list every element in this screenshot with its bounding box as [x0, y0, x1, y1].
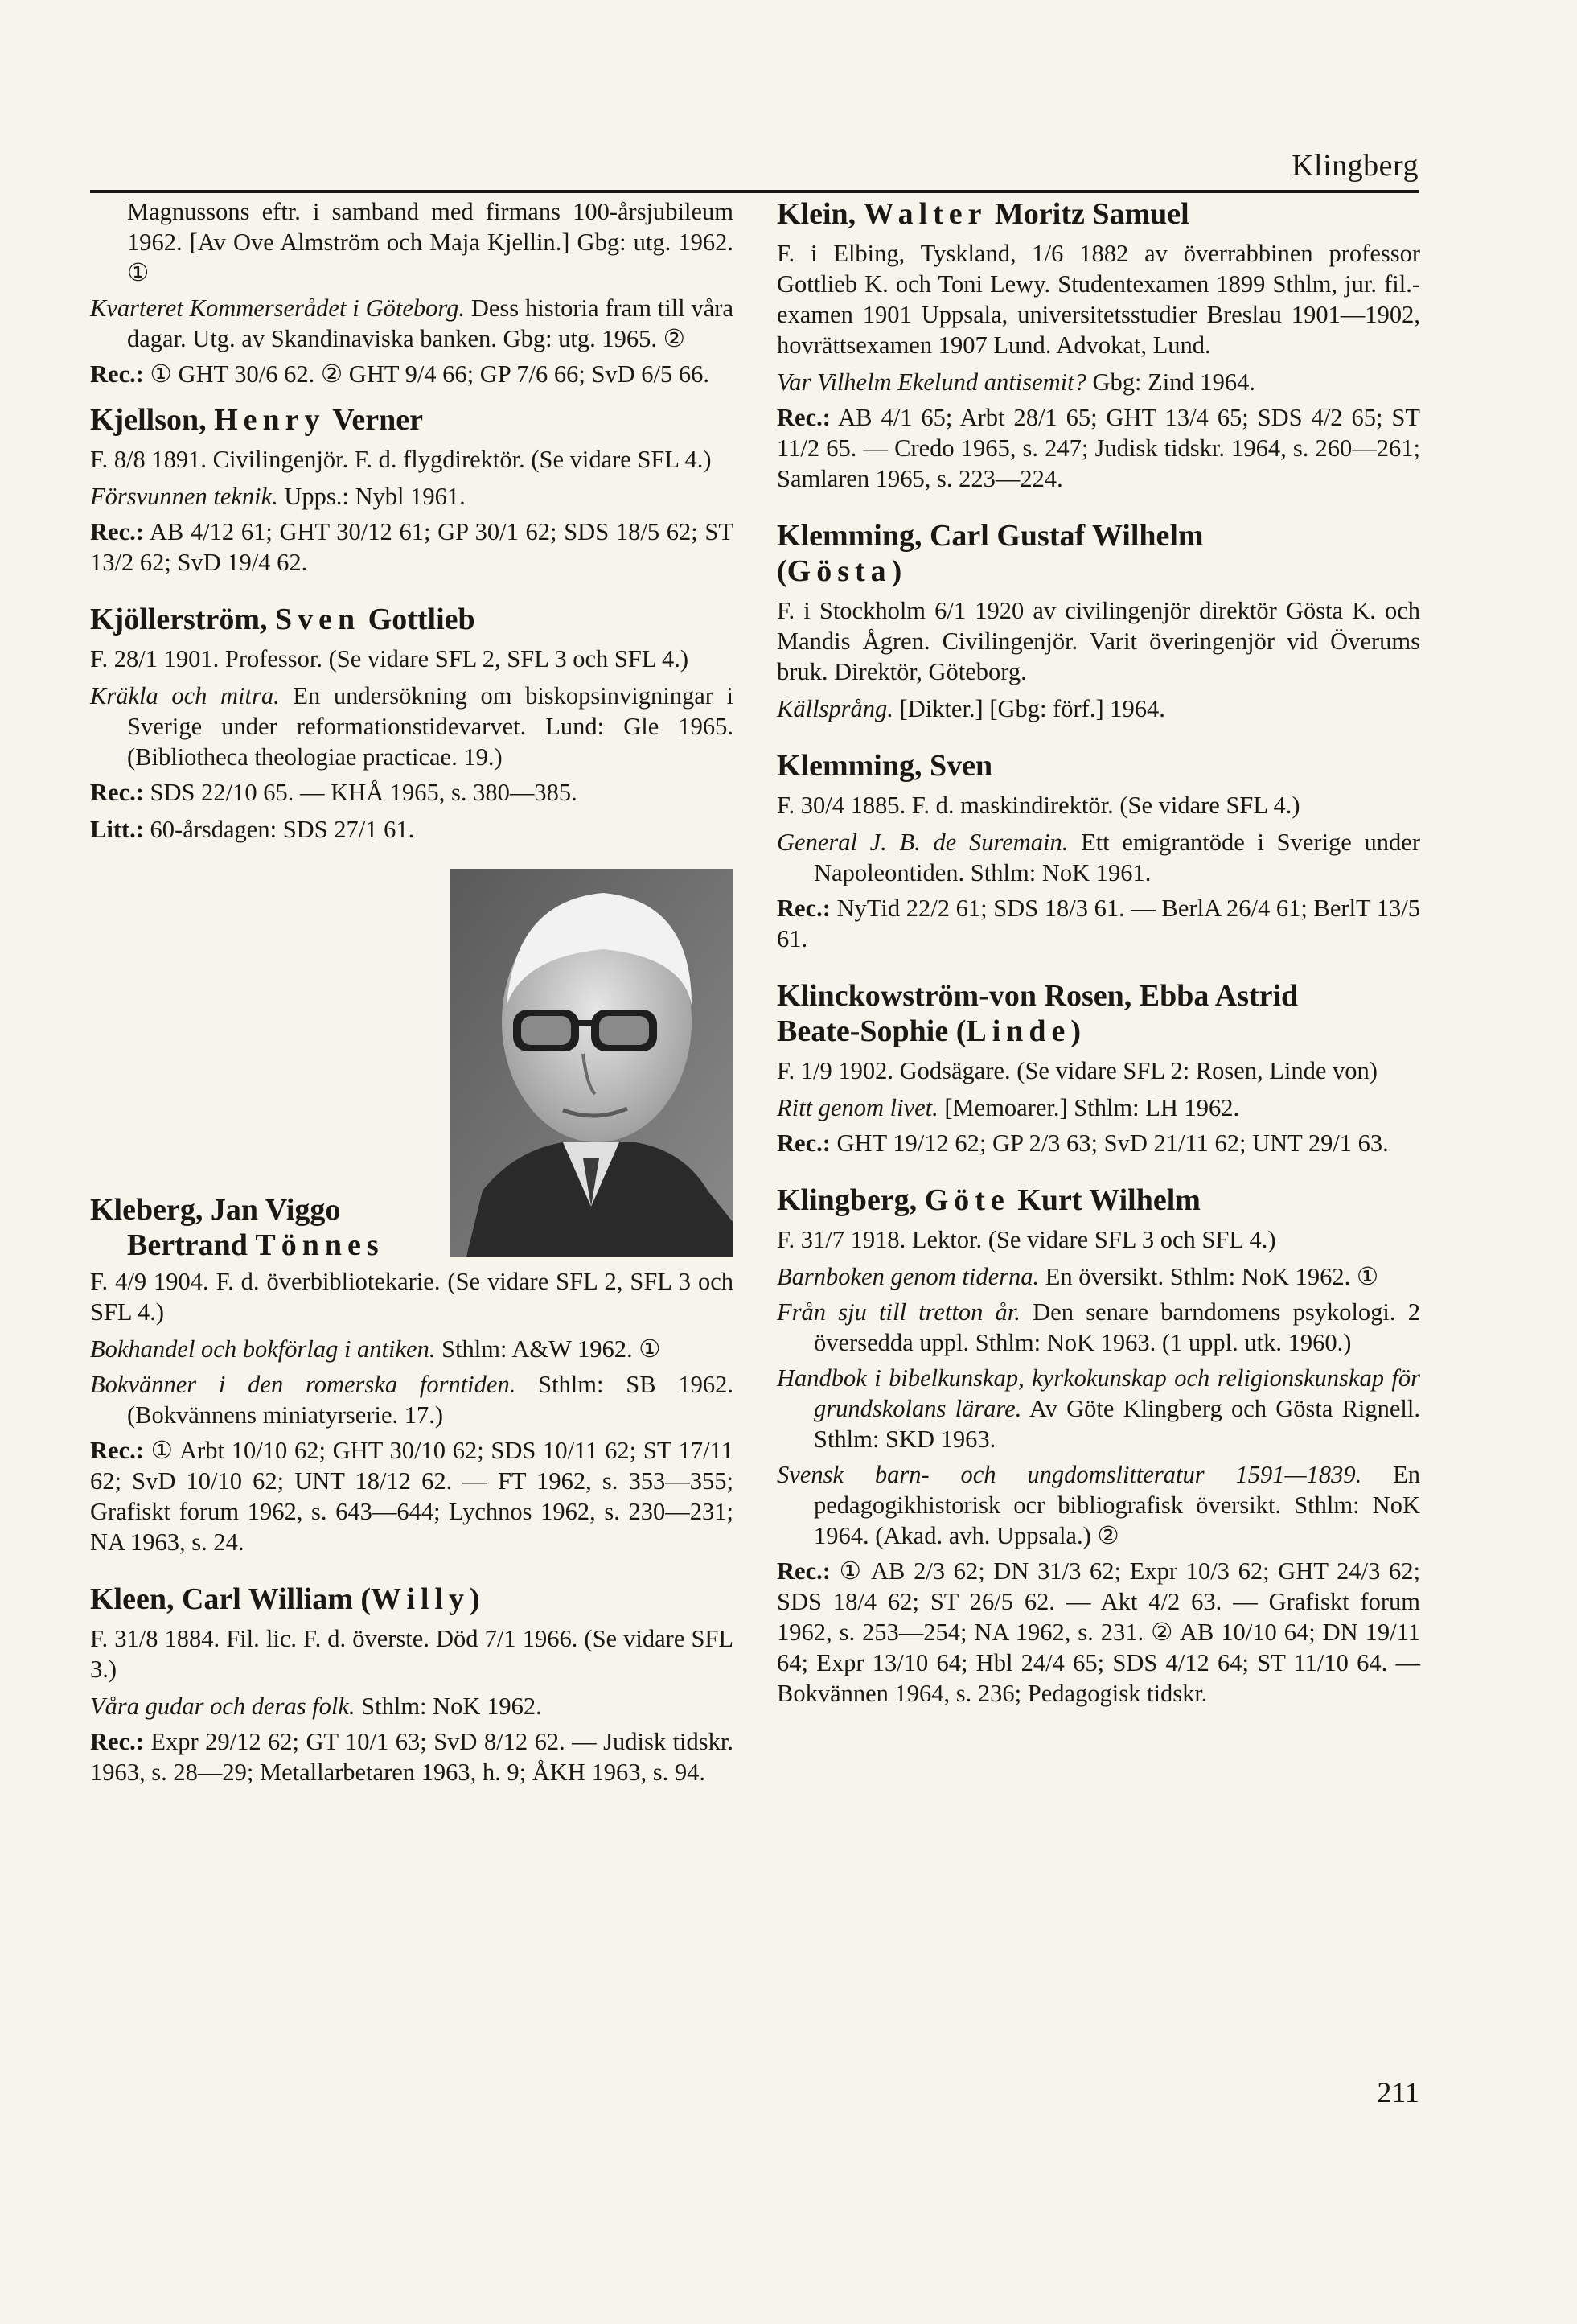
name-line-1: Klemming, Carl Gustaf Wilhelm: [777, 519, 1204, 553]
entry-name: [90, 402, 733, 438]
name-line-1: Klinckowström-von Rosen, Ebba Astrid: [777, 979, 1299, 1013]
rec-label: Rec.:: [777, 1129, 831, 1157]
work-details: Upps.: Nybl 1961.: [277, 483, 466, 510]
work-item: [777, 1261, 1420, 1292]
given-names: Kurt Wilhelm: [1009, 1183, 1201, 1217]
reviews: [90, 1726, 733, 1787]
name-suffix: ): [470, 1582, 480, 1616]
reviews: [777, 1128, 1420, 1158]
work-title: Var Vilhelm Ekelund antisemit?: [777, 368, 1086, 396]
work-item: [777, 1459, 1420, 1551]
call-name: Sven: [275, 603, 361, 636]
page-number: 211: [1377, 2076, 1419, 2108]
rec-label: Rec.:: [90, 360, 144, 388]
work-details: [Memoarer.] Sthlm: LH 1962.: [938, 1094, 1240, 1121]
biography: F. 8/8 1891. Civilingenjör. F. d. flygdirektör. (Se vidare SFL 4.): [90, 446, 712, 473]
paren-close: ): [891, 554, 902, 588]
entry-kleen: [90, 1582, 733, 1787]
entry-kjollerstrom: [90, 602, 733, 845]
biography: F. 28/1 1901. Professor. (Se vidare SFL 2, SFL 3 och SFL 4.): [90, 645, 688, 673]
biography: F. i Stockholm 6/1 1920 av civilingenjör direktör Gösta K. och Mandis Ågren. Civilingenjör. Varit överingenjör vid Överums bruk. Direktör, Göteborg.: [777, 597, 1420, 685]
work-item: [777, 1297, 1420, 1358]
work-details: Sthlm: SB 1962. (Bokvännens miniatyrserie. 17.): [127, 1371, 733, 1429]
work-details: Gbg: Zind 1964.: [1086, 368, 1255, 396]
reviews: [777, 1556, 1420, 1709]
entry-continuation: [90, 196, 733, 389]
entry-name: [90, 1582, 733, 1617]
work-title: Bokvänner i den romerska forntiden.: [90, 1371, 516, 1398]
work-title: Bokhandel och bokförlag i antiken.: [90, 1335, 436, 1363]
work-item: [777, 367, 1420, 397]
kleberg-photo-block: [90, 869, 733, 1262]
reviews-text: AB 4/12 61; GHT 30/12 61; GP 30/1 62; SDS 18/5 62; ST 13/2 62; SvD 19/4 62.: [90, 518, 733, 576]
biography: F. 31/8 1884. Fil. lic. F. d. överste. Död 7/1 1966. (Se vidare SFL 3.): [90, 1625, 733, 1683]
entry-kleberg: [90, 1266, 733, 1557]
reviews-text: SDS 22/10 65. — KHÅ 1965, s. 380—385.: [143, 779, 577, 806]
call-name: Göte: [924, 1183, 1010, 1217]
reviews: [90, 777, 733, 808]
work-details: Den senare barndomens psykologi. 2 översedda uppl. Sthlm: NoK 1963. (1 uppl. utk. 1960.): [814, 1298, 1420, 1356]
name-line-1: Kleberg, Jan Viggo: [90, 1193, 341, 1227]
work-title: Kräkla och mitra.: [90, 682, 280, 710]
work-details: [Dikter.] [Gbg: förf.] 1964.: [893, 695, 1165, 722]
work-item: [90, 681, 733, 772]
work-details: Sthlm: NoK 1962.: [355, 1693, 542, 1720]
entry-name: [90, 602, 733, 637]
page-header: [90, 138, 1419, 193]
biography: F. 1/9 1902. Godsägare. (Se vidare SFL 2: Rosen, Linde von): [777, 1057, 1378, 1084]
left-column: [90, 196, 733, 1812]
biography: F. i Elbing, Tyskland, 1/6 1882 av överrabbinen professor Gottlieb K. och Toni Lewy. Studentexamen 1899 Sthlm, jur. fil.-examen 1901 Uppsala, universitetsstudier Breslau 1901—1902, hovrättsexamen 1907 Lund. Advokat, Lund.: [777, 240, 1420, 359]
reviews: [90, 516, 733, 578]
rec-label: Rec.:: [777, 1557, 831, 1585]
call-name: Tönnes: [255, 1228, 384, 1262]
name-line-2: [90, 1228, 444, 1263]
entry-klingberg: [777, 1183, 1420, 1709]
work-details: Ett emigrantöde i Sverige under Napoleontiden. Sthlm: NoK 1961.: [814, 829, 1420, 886]
call-name: Walter: [863, 197, 988, 231]
work-item: [777, 1092, 1420, 1123]
work-details: En undersökning om biskopsinvigningar i Sverige under reformationstidevarvet. Lund: Gle 1965. (Bibliotheca theologiae practicae. 19.): [127, 682, 733, 771]
reviews-text: Expr 29/12 62; GT 10/1 63; SvD 8/12 62. — Judisk tidskr. 1963, s. 28—29; Metallarbetaren 1963, h. 9; ÅKH 1963, s. 94.: [90, 1728, 733, 1786]
entry-klein: [777, 196, 1420, 494]
reviews: [90, 1435, 733, 1557]
given-names: Moritz Samuel: [987, 197, 1189, 231]
given-names: Beate-Sophie (: [777, 1014, 967, 1048]
work-title: Våra gudar och deras folk.: [90, 1693, 355, 1720]
entry-klinckowstrom: [777, 978, 1420, 1158]
given-names: Gottlieb: [360, 603, 475, 636]
running-head: Klingberg: [1292, 149, 1419, 183]
reviews-text: AB 4/1 65; Arbt 28/1 65; GHT 13/4 65; SDS 4/2 65; ST 11/2 65. — Credo 1965, s. 247; Judisk tidskr. 1964, s. 260—261; Samlaren 1965, s. 223—224.: [777, 404, 1420, 492]
name-line-2: [777, 1014, 1420, 1049]
rec-label: Rec.:: [777, 895, 831, 922]
rec-label: Rec.:: [90, 1728, 144, 1755]
biography: F. 30/4 1885. F. d. maskindirektör. (Se vidare SFL 4.): [777, 792, 1300, 819]
surname: Klein,: [777, 197, 864, 231]
surname: Kjellson,: [90, 403, 215, 437]
rec-label: Rec.:: [90, 1437, 144, 1464]
call-name: Linde: [966, 1014, 1071, 1048]
biography: F. 4/9 1904. F. d. överbibliotekarie. (Se vidare SFL 2, SFL 3 och SFL 4.): [90, 1268, 733, 1326]
rec-label: Rec.:: [90, 518, 144, 545]
reviews-text: ① GHT 30/6 62. ② GHT 9/4 66; GP 7/6 66; SvD 6/5 66.: [143, 360, 710, 388]
call-name: Willy: [371, 1582, 470, 1616]
work-item: [90, 1369, 733, 1430]
literature-text: 60-årsdagen: SDS 27/1 61.: [143, 816, 415, 843]
paren-close: ): [1070, 1014, 1082, 1048]
surname: Klingberg,: [777, 1183, 925, 1217]
work-details: Dess historia fram till våra dagar. Utg. av Skandinaviska banken. Gbg: utg. 1965. ②: [127, 294, 733, 352]
entry-klemming-gosta: [777, 518, 1420, 724]
work-item: [777, 827, 1420, 888]
work-title: General J. B. de Suremain.: [777, 829, 1069, 856]
entry-kjellson: [90, 402, 733, 578]
portrait-illustration: [450, 869, 733, 1257]
biography: F. 31/7 1918. Lektor. (Se vidare SFL 3 och SFL 4.): [777, 1226, 1276, 1253]
portrait-photo: [450, 869, 733, 1257]
work-details: En översikt. Sthlm: NoK 1962. ①: [1039, 1263, 1379, 1290]
reviews: [90, 359, 733, 389]
paren-open: (: [777, 554, 787, 588]
work-details: Av Göte Klingberg och Gösta Rignell. Sthlm: SKD 1963.: [814, 1395, 1420, 1453]
work-title: Ritt genom livet.: [777, 1094, 938, 1121]
call-name: Henry: [214, 403, 326, 437]
reviews: [777, 402, 1420, 494]
work-title: Källsprång.: [777, 695, 893, 722]
surname: Kleen, Carl William (: [90, 1582, 372, 1616]
litt-label: Litt.:: [90, 816, 144, 843]
work-title: Handbok i bibelkunskap, kyrkokunskap och religionskunskap för grundskolans lärare.: [777, 1364, 1420, 1422]
work-item: [90, 1334, 733, 1364]
surname: Kjöllerström,: [90, 603, 276, 636]
literature: [90, 814, 733, 845]
given-name: Bertrand: [127, 1228, 256, 1262]
work-title: Kvarteret Kommerserådet i Göteborg.: [90, 294, 466, 322]
entry-name-kleberg: [90, 1192, 444, 1263]
work-item: [90, 481, 733, 512]
reviews-text: NyTid 22/2 61; SDS 18/3 61. — BerlA 26/4 61; BerlT 13/5 61.: [777, 895, 1420, 952]
work-item: [90, 1691, 733, 1721]
rec-label: Rec.:: [90, 779, 144, 806]
continued-work: Magnussons eftr. i samband med firmans 100-årsjubileum 1962. [Av Ove Almström och Maja Kjellin.] Gbg: utg. 1962. ①: [127, 198, 733, 286]
reviews-text: GHT 19/12 62; GP 2/3 63; SvD 21/11 62; UNT 29/1 63.: [830, 1129, 1389, 1157]
name-line-2: [777, 553, 1420, 589]
work-item: [777, 693, 1420, 724]
call-name: Gösta: [786, 554, 892, 588]
entry-klemming-sven: [777, 748, 1420, 954]
entry-name: [777, 978, 1420, 1049]
work-item: [777, 1363, 1420, 1454]
work-title: Barnboken genom tiderna.: [777, 1263, 1040, 1290]
given-names: Verner: [325, 403, 423, 437]
reviews-text: ① Arbt 10/10 62; GHT 30/10 62; SDS 10/11 62; ST 17/11 62; SvD 10/10 62; UNT 18/12 62. — FT 1962, s. 353—355; Grafiskt forum 1962, s. 643—644; Lychnos 1962, s. 230—231; NA 1963, s. 24.: [90, 1437, 733, 1556]
reviews: [777, 893, 1420, 954]
work-details: Sthlm: A&W 1962. ①: [435, 1335, 661, 1363]
work-title: Från sju till tretton år.: [777, 1298, 1021, 1326]
entry-name: [777, 196, 1420, 232]
work-item: [90, 293, 733, 354]
rec-label: Rec.:: [777, 404, 831, 431]
work-title: Svensk barn- och ungdomslitteratur 1591—1839.: [777, 1461, 1362, 1488]
entry-name: [777, 1183, 1420, 1218]
work-title: Försvunnen teknik.: [90, 483, 278, 510]
reviews-text: ① AB 2/3 62; DN 31/3 62; Expr 10/3 62; GHT 24/3 62; SDS 18/4 62; ST 26/5 62. — Akt 4/2 63. — Grafiskt forum 1962, s. 253—254; NA 1962, s. 231. ② AB 10/10 64; DN 19/11 64; Expr 13/10 64; Hbl 24/4 65; SDS 4/12 64; ST 11/10 64. — Bokvännen 1964, s. 236; Pedagogisk tidskr.: [777, 1557, 1420, 1707]
entry-name: Klemming, Sven: [777, 749, 993, 783]
entry-name: [777, 518, 1420, 589]
work-details: En pedagogikhistorisk ocr bibliografisk översikt. Sthlm: NoK 1964. (Akad. avh. Uppsala.) ②: [814, 1461, 1420, 1549]
right-column: [777, 196, 1420, 1733]
